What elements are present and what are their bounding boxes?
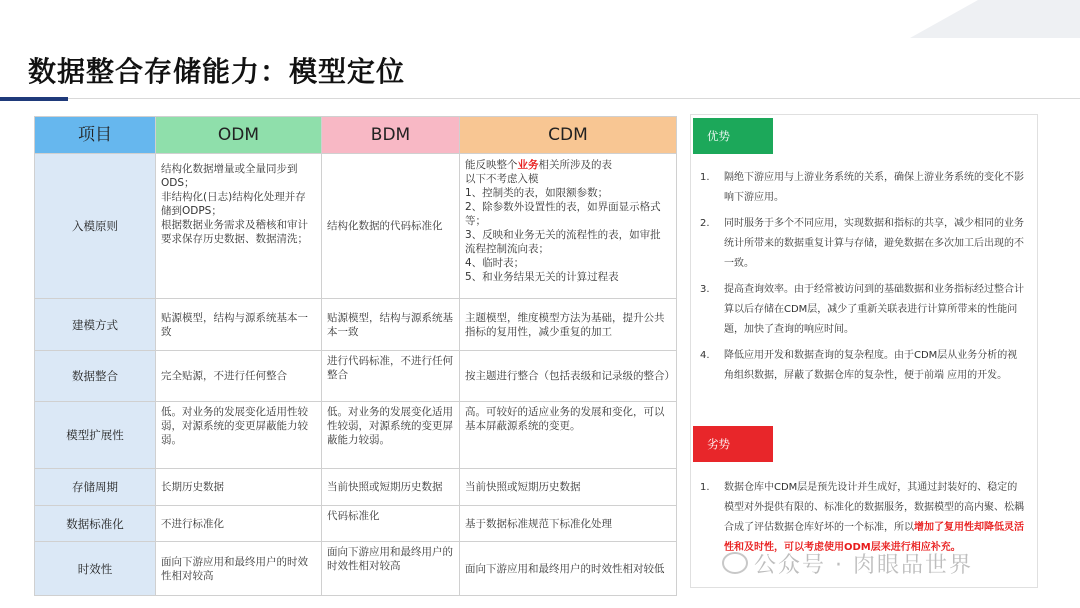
watermark bbox=[722, 548, 973, 579]
row-label: 模型扩展性 bbox=[35, 402, 156, 469]
disadvantages-badge: 劣势 bbox=[693, 426, 773, 462]
list-item: 3. 提高查询效率。由于经常被访问到的基础数据和业务指标经过整合计算以后存储在CDM层，减少了重新关联表进行计算所带来的性能问题，加快了查询的响应时间。 bbox=[700, 284, 1024, 335]
row-label: 数据标准化 bbox=[35, 506, 156, 542]
bdm-cell: 低。对业务的发展变化适用性较弱，对源系统的变更屏蔽能力较弱。 bbox=[322, 402, 460, 469]
advantages-badge: 优势 bbox=[693, 118, 773, 154]
table-row bbox=[35, 469, 677, 506]
list-item: 4. 降低应用开发和数据查询的复杂程度。由于CDM层从业务分析的视角组织数据，屏蔽了数据仓库的复杂性，便于前端 应用的开发。 bbox=[700, 350, 1018, 381]
bdm-cell: 进行代码标准，不进行任何整合 bbox=[322, 351, 460, 402]
row-label: 建模方式 bbox=[35, 299, 156, 351]
odm-cell: 面向下游应用和最终用户的时效性相对较高 bbox=[156, 542, 322, 596]
odm-cell: 低。对业务的发展变化适用性较弱，对源系统的变更屏蔽能力较弱。 bbox=[156, 402, 322, 469]
corner-decoration bbox=[910, 0, 1080, 38]
bdm-cell: 当前快照或短期历史数据 bbox=[322, 469, 460, 506]
table-row bbox=[35, 154, 677, 299]
odm-cell: 完全贴源，不进行任何整合 bbox=[156, 351, 322, 402]
table-row bbox=[35, 506, 677, 542]
table-row bbox=[35, 542, 677, 596]
title-accent-bar bbox=[0, 97, 68, 101]
odm-cell: 不进行标准化 bbox=[156, 506, 322, 542]
cdm-cell: 按主题进行整合（包括表级和记录级的整合） bbox=[460, 351, 677, 402]
bdm-cell: 贴源模型，结构与源系统基本一致 bbox=[322, 299, 460, 351]
row-label: 入模原则 bbox=[35, 154, 156, 299]
bdm-cell: 代码标准化 bbox=[322, 506, 460, 542]
cdm-text-prefix: 能反映整个 bbox=[465, 159, 518, 171]
cdm-text-suffix: 相关所涉及的表 以下不考虑入模 1、控制类的表，如限额参数； 2、除参数外设置性的表，如界面显示格式等； 3、反映和业务无关的流程性的表，如审批流程控制流向表； 4、临时表； 5、和业务结果无关的计算过程表 bbox=[465, 159, 661, 283]
row-label: 存储周期 bbox=[35, 469, 156, 506]
list-item: 1. 数据仓库中CDM层是预先设计并生成好，其通过封装好的、稳定的模型对外提供有限的、标准化的数据服务，数据模型的高内聚、松耦合成了评估数据仓库好坏的一个标准，所以增加了复用性却降低灵活性和及时性，可以考虑使用ODM层来进行相应补充。 bbox=[700, 482, 1024, 553]
disadvantage-highlight: 增加了复用性却降低灵活性和及时性，可以考虑使用ODM层来进行相应补充。 bbox=[724, 522, 1024, 553]
advantages-list bbox=[700, 168, 1026, 392]
cdm-cell: 面向下游应用和最终用户的时效性相对较低 bbox=[460, 542, 677, 596]
odm-cell: 长期历史数据 bbox=[156, 469, 322, 506]
odm-cell: 贴源模型，结构与源系统基本一致 bbox=[156, 299, 322, 351]
model-comparison-table bbox=[34, 116, 677, 596]
watermark-text: 公众号 · 肉眼品世界 bbox=[754, 553, 973, 578]
cdm-cell: 基于数据标准规范下标准化处理 bbox=[460, 506, 677, 542]
wechat-icon bbox=[722, 552, 748, 574]
cdm-cell: 当前快照或短期历史数据 bbox=[460, 469, 677, 506]
cdm-cell: 高。可较好的适应业务的发展和变化，可以基本屏蔽源系统的变更。 bbox=[460, 402, 677, 469]
bdm-cell: 面向下游应用和最终用户的时效性相对较高 bbox=[322, 542, 460, 596]
header-item: 项目 bbox=[35, 117, 156, 154]
cdm-highlight: 业务 bbox=[517, 159, 539, 171]
title-divider bbox=[68, 98, 1080, 99]
header-odm: ODM bbox=[156, 117, 322, 154]
row-label: 数据整合 bbox=[35, 351, 156, 402]
cdm-cell bbox=[460, 154, 677, 299]
table-row bbox=[35, 351, 677, 402]
header-bdm: BDM bbox=[322, 117, 460, 154]
table-row bbox=[35, 402, 677, 469]
list-item: 2. 同时服务于多个不同应用，实现数据和指标的共享，减少相同的业务统计所带来的数据重复计算与存储，避免数据在多次加工后出现的不一致。 bbox=[700, 218, 1024, 269]
bdm-cell: 结构化数据的代码标准化 bbox=[322, 154, 460, 299]
list-item: 1. 隔绝下游应用与上游业务系统的关系，确保上游业务系统的变化不影响下游应用。 bbox=[700, 172, 1024, 203]
row-label: 时效性 bbox=[35, 542, 156, 596]
table-row bbox=[35, 299, 677, 351]
header-cdm: CDM bbox=[460, 117, 677, 154]
odm-cell: 结构化数据增量或全量同步到ODS； 非结构化(日志)结构化处理并存储到ODPS； 根据数据业务需求及稽核和审计要求保存历史数据、数据清洗； bbox=[156, 154, 322, 299]
cdm-cell: 主题模型，维度模型方法为基础，提升公共指标的复用性，减少重复的加工 bbox=[460, 299, 677, 351]
page-title: 数据整合存储能力：模型定位 bbox=[28, 55, 406, 88]
table-header-row bbox=[35, 117, 677, 154]
